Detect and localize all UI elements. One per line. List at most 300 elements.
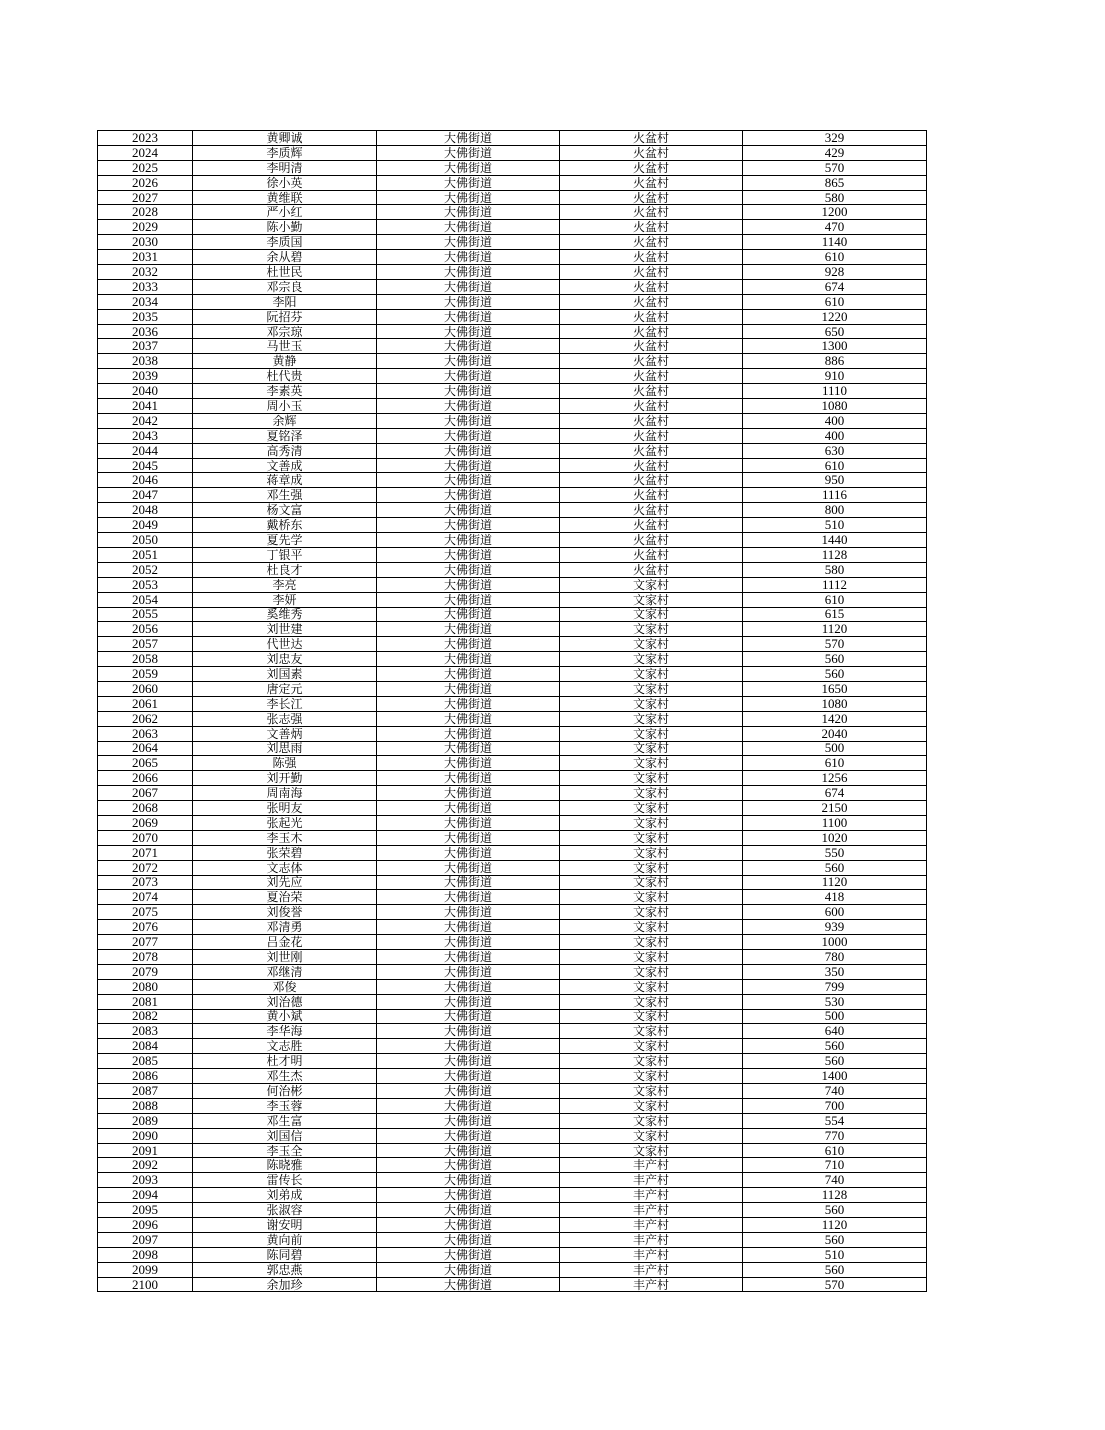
village-cell: 火盆村: [560, 205, 743, 220]
street-cell: 大佛街道: [377, 1128, 560, 1143]
name-cell: 刘弟成: [193, 1188, 377, 1203]
table-row: [98, 309, 927, 324]
amount-cell: 770: [743, 1128, 927, 1143]
amount-cell: 610: [743, 294, 927, 309]
serial-number-cell: 2045: [98, 458, 193, 473]
street-cell: 大佛街道: [377, 413, 560, 428]
village-cell: 火盆村: [560, 279, 743, 294]
street-cell: 大佛街道: [377, 935, 560, 950]
serial-number-cell: 2044: [98, 443, 193, 458]
name-cell: 黄小斌: [193, 1009, 377, 1024]
serial-number-cell: 2080: [98, 979, 193, 994]
serial-number-cell: 2026: [98, 175, 193, 190]
table-row: [98, 696, 927, 711]
street-cell: 大佛街道: [377, 488, 560, 503]
street-cell: 大佛街道: [377, 905, 560, 920]
serial-number-cell: 2085: [98, 1054, 193, 1069]
village-cell: 丰产村: [560, 1277, 743, 1292]
village-cell: 文家村: [560, 1128, 743, 1143]
name-cell: 马世玉: [193, 339, 377, 354]
amount-cell: 2040: [743, 726, 927, 741]
table-row: [98, 1084, 927, 1099]
name-cell: 刘世建: [193, 622, 377, 637]
name-cell: 陈晓雅: [193, 1158, 377, 1173]
amount-cell: 580: [743, 562, 927, 577]
serial-number-cell: 2059: [98, 667, 193, 682]
village-cell: 文家村: [560, 592, 743, 607]
amount-cell: 910: [743, 369, 927, 384]
serial-number-cell: 2063: [98, 726, 193, 741]
table-row: [98, 1247, 927, 1262]
name-cell: 余从碧: [193, 250, 377, 265]
name-cell: 刘国信: [193, 1128, 377, 1143]
village-cell: 文家村: [560, 667, 743, 682]
name-cell: 刘治德: [193, 994, 377, 1009]
table-row: [98, 1232, 927, 1247]
serial-number-cell: 2050: [98, 533, 193, 548]
serial-number-cell: 2096: [98, 1218, 193, 1233]
name-cell: 杜才明: [193, 1054, 377, 1069]
street-cell: 大佛街道: [377, 994, 560, 1009]
name-cell: 李玉全: [193, 1143, 377, 1158]
village-cell: 文家村: [560, 1039, 743, 1054]
table-row: [98, 875, 927, 890]
serial-number-cell: 2088: [98, 1098, 193, 1113]
street-cell: 大佛街道: [377, 1009, 560, 1024]
table-row: [98, 964, 927, 979]
village-cell: 文家村: [560, 1143, 743, 1158]
village-cell: 火盆村: [560, 339, 743, 354]
table-row: [98, 801, 927, 816]
serial-number-cell: 2060: [98, 681, 193, 696]
serial-number-cell: 2036: [98, 324, 193, 339]
amount-cell: 510: [743, 518, 927, 533]
serial-number-cell: 2071: [98, 845, 193, 860]
serial-number-cell: 2069: [98, 815, 193, 830]
table-row: [98, 681, 927, 696]
serial-number-cell: 2062: [98, 711, 193, 726]
village-cell: 文家村: [560, 756, 743, 771]
street-cell: 大佛街道: [377, 801, 560, 816]
table-body: [98, 131, 927, 1292]
street-cell: 大佛街道: [377, 756, 560, 771]
village-cell: 丰产村: [560, 1203, 743, 1218]
amount-cell: 560: [743, 1232, 927, 1247]
village-cell: 火盆村: [560, 503, 743, 518]
village-cell: 火盆村: [560, 369, 743, 384]
amount-cell: 1128: [743, 547, 927, 562]
name-cell: 徐小英: [193, 175, 377, 190]
serial-number-cell: 2095: [98, 1203, 193, 1218]
name-cell: 刘思雨: [193, 741, 377, 756]
street-cell: 大佛街道: [377, 592, 560, 607]
table-row: [98, 339, 927, 354]
amount-cell: 640: [743, 1024, 927, 1039]
table-row: [98, 1098, 927, 1113]
serial-number-cell: 2083: [98, 1024, 193, 1039]
street-cell: 大佛街道: [377, 160, 560, 175]
street-cell: 大佛街道: [377, 1113, 560, 1128]
serial-number-cell: 2064: [98, 741, 193, 756]
street-cell: 大佛街道: [377, 607, 560, 622]
street-cell: 大佛街道: [377, 562, 560, 577]
street-cell: 大佛街道: [377, 1158, 560, 1173]
amount-cell: 580: [743, 190, 927, 205]
village-cell: 火盆村: [560, 235, 743, 250]
village-cell: 丰产村: [560, 1173, 743, 1188]
table-row: [98, 979, 927, 994]
village-cell: 火盆村: [560, 354, 743, 369]
table-row: [98, 235, 927, 250]
serial-number-cell: 2079: [98, 964, 193, 979]
name-cell: 黄静: [193, 354, 377, 369]
table-row: [98, 1024, 927, 1039]
amount-cell: 1220: [743, 309, 927, 324]
street-cell: 大佛街道: [377, 949, 560, 964]
street-cell: 大佛街道: [377, 830, 560, 845]
amount-cell: 865: [743, 175, 927, 190]
amount-cell: 560: [743, 1054, 927, 1069]
amount-cell: 554: [743, 1113, 927, 1128]
table-row: [98, 1173, 927, 1188]
table-row: [98, 473, 927, 488]
name-cell: 唐定元: [193, 681, 377, 696]
table-row: [98, 1277, 927, 1292]
name-cell: 夏治荣: [193, 890, 377, 905]
street-cell: 大佛街道: [377, 428, 560, 443]
street-cell: 大佛街道: [377, 533, 560, 548]
village-cell: 火盆村: [560, 399, 743, 414]
street-cell: 大佛街道: [377, 309, 560, 324]
name-cell: 李阳: [193, 294, 377, 309]
amount-cell: 1100: [743, 815, 927, 830]
amount-cell: 560: [743, 652, 927, 667]
serial-number-cell: 2046: [98, 473, 193, 488]
amount-cell: 1650: [743, 681, 927, 696]
table-row: [98, 294, 927, 309]
amount-cell: 1200: [743, 205, 927, 220]
street-cell: 大佛街道: [377, 964, 560, 979]
street-cell: 大佛街道: [377, 815, 560, 830]
village-cell: 文家村: [560, 577, 743, 592]
amount-cell: 799: [743, 979, 927, 994]
village-cell: 火盆村: [560, 294, 743, 309]
name-cell: 李明清: [193, 160, 377, 175]
table-row: [98, 652, 927, 667]
name-cell: 何治彬: [193, 1084, 377, 1099]
name-cell: 谢安明: [193, 1218, 377, 1233]
village-cell: 文家村: [560, 994, 743, 1009]
amount-cell: 600: [743, 905, 927, 920]
amount-cell: 800: [743, 503, 927, 518]
amount-cell: 1112: [743, 577, 927, 592]
table-row: [98, 622, 927, 637]
table-row: [98, 428, 927, 443]
village-cell: 丰产村: [560, 1262, 743, 1277]
street-cell: 大佛街道: [377, 294, 560, 309]
street-cell: 大佛街道: [377, 845, 560, 860]
amount-cell: 1020: [743, 830, 927, 845]
serial-number-cell: 2024: [98, 145, 193, 160]
village-cell: 丰产村: [560, 1218, 743, 1233]
serial-number-cell: 2042: [98, 413, 193, 428]
serial-number-cell: 2030: [98, 235, 193, 250]
name-cell: 张明友: [193, 801, 377, 816]
serial-number-cell: 2037: [98, 339, 193, 354]
village-cell: 火盆村: [560, 265, 743, 280]
street-cell: 大佛街道: [377, 681, 560, 696]
name-cell: 代世达: [193, 637, 377, 652]
street-cell: 大佛街道: [377, 235, 560, 250]
name-cell: 李素英: [193, 384, 377, 399]
table-row: [98, 324, 927, 339]
street-cell: 大佛街道: [377, 369, 560, 384]
serial-number-cell: 2051: [98, 547, 193, 562]
street-cell: 大佛街道: [377, 339, 560, 354]
table-row: [98, 1218, 927, 1233]
amount-cell: 560: [743, 667, 927, 682]
street-cell: 大佛街道: [377, 726, 560, 741]
village-cell: 文家村: [560, 875, 743, 890]
serial-number-cell: 2087: [98, 1084, 193, 1099]
serial-number-cell: 2052: [98, 562, 193, 577]
name-cell: 张志强: [193, 711, 377, 726]
table-row: [98, 533, 927, 548]
village-cell: 文家村: [560, 830, 743, 845]
serial-number-cell: 2075: [98, 905, 193, 920]
street-cell: 大佛街道: [377, 279, 560, 294]
amount-cell: 500: [743, 741, 927, 756]
name-cell: 吕金花: [193, 935, 377, 950]
amount-cell: 329: [743, 131, 927, 146]
table-row: [98, 756, 927, 771]
table-row: [98, 845, 927, 860]
serial-number-cell: 2053: [98, 577, 193, 592]
village-cell: 火盆村: [560, 324, 743, 339]
serial-number-cell: 2082: [98, 1009, 193, 1024]
street-cell: 大佛街道: [377, 786, 560, 801]
amount-cell: 1300: [743, 339, 927, 354]
name-cell: 严小红: [193, 205, 377, 220]
serial-number-cell: 2076: [98, 920, 193, 935]
amount-cell: 615: [743, 607, 927, 622]
village-cell: 文家村: [560, 726, 743, 741]
table-row: [98, 1188, 927, 1203]
village-cell: 文家村: [560, 860, 743, 875]
amount-cell: 1420: [743, 711, 927, 726]
serial-number-cell: 2054: [98, 592, 193, 607]
table-row: [98, 265, 927, 280]
street-cell: 大佛街道: [377, 890, 560, 905]
village-cell: 丰产村: [560, 1247, 743, 1262]
serial-number-cell: 2032: [98, 265, 193, 280]
village-cell: 火盆村: [560, 160, 743, 175]
street-cell: 大佛街道: [377, 220, 560, 235]
table-row: [98, 175, 927, 190]
village-cell: 火盆村: [560, 309, 743, 324]
table-row: [98, 592, 927, 607]
village-cell: 火盆村: [560, 428, 743, 443]
street-cell: 大佛街道: [377, 875, 560, 890]
village-cell: 火盆村: [560, 145, 743, 160]
street-cell: 大佛街道: [377, 354, 560, 369]
name-cell: 杜代贵: [193, 369, 377, 384]
name-cell: 丁银平: [193, 547, 377, 562]
village-cell: 火盆村: [560, 413, 743, 428]
amount-cell: 1116: [743, 488, 927, 503]
serial-number-cell: 2098: [98, 1247, 193, 1262]
street-cell: 大佛街道: [377, 145, 560, 160]
name-cell: 陈同碧: [193, 1247, 377, 1262]
name-cell: 蒋章成: [193, 473, 377, 488]
name-cell: 杨文富: [193, 503, 377, 518]
name-cell: 张淑容: [193, 1203, 377, 1218]
village-cell: 火盆村: [560, 175, 743, 190]
name-cell: 周南海: [193, 786, 377, 801]
name-cell: 雷传长: [193, 1173, 377, 1188]
serial-number-cell: 2029: [98, 220, 193, 235]
name-cell: 郭忠燕: [193, 1262, 377, 1277]
serial-number-cell: 2089: [98, 1113, 193, 1128]
table-row: [98, 443, 927, 458]
village-cell: 丰产村: [560, 1158, 743, 1173]
name-cell: 李华海: [193, 1024, 377, 1039]
table-row: [98, 384, 927, 399]
amount-cell: 2150: [743, 801, 927, 816]
name-cell: 文善炳: [193, 726, 377, 741]
table-row: [98, 1128, 927, 1143]
street-cell: 大佛街道: [377, 1039, 560, 1054]
serial-number-cell: 2065: [98, 756, 193, 771]
street-cell: 大佛街道: [377, 175, 560, 190]
street-cell: 大佛街道: [377, 1054, 560, 1069]
name-cell: 奚维秀: [193, 607, 377, 622]
serial-number-cell: 2070: [98, 830, 193, 845]
table-row: [98, 547, 927, 562]
village-cell: 文家村: [560, 771, 743, 786]
amount-cell: 710: [743, 1158, 927, 1173]
serial-number-cell: 2061: [98, 696, 193, 711]
name-cell: 周小玉: [193, 399, 377, 414]
table-row: [98, 1039, 927, 1054]
street-cell: 大佛街道: [377, 1098, 560, 1113]
data-table: [97, 130, 927, 1292]
amount-cell: 610: [743, 756, 927, 771]
name-cell: 邓宗琼: [193, 324, 377, 339]
table-row: [98, 399, 927, 414]
street-cell: 大佛街道: [377, 1203, 560, 1218]
serial-number-cell: 2077: [98, 935, 193, 950]
amount-cell: 500: [743, 1009, 927, 1024]
name-cell: 邓清勇: [193, 920, 377, 935]
village-cell: 文家村: [560, 741, 743, 756]
amount-cell: 1128: [743, 1188, 927, 1203]
village-cell: 火盆村: [560, 220, 743, 235]
amount-cell: 610: [743, 592, 927, 607]
village-cell: 火盆村: [560, 190, 743, 205]
serial-number-cell: 2033: [98, 279, 193, 294]
amount-cell: 610: [743, 458, 927, 473]
amount-cell: 418: [743, 890, 927, 905]
serial-number-cell: 2028: [98, 205, 193, 220]
serial-number-cell: 2043: [98, 428, 193, 443]
amount-cell: 630: [743, 443, 927, 458]
serial-number-cell: 2041: [98, 399, 193, 414]
amount-cell: 674: [743, 279, 927, 294]
serial-number-cell: 2055: [98, 607, 193, 622]
name-cell: 戴桥东: [193, 518, 377, 533]
amount-cell: 1080: [743, 399, 927, 414]
amount-cell: 560: [743, 1039, 927, 1054]
street-cell: 大佛街道: [377, 696, 560, 711]
name-cell: 刘世刚: [193, 949, 377, 964]
table-row: [98, 488, 927, 503]
name-cell: 邓生富: [193, 1113, 377, 1128]
village-cell: 文家村: [560, 815, 743, 830]
amount-cell: 550: [743, 845, 927, 860]
village-cell: 火盆村: [560, 547, 743, 562]
street-cell: 大佛街道: [377, 637, 560, 652]
amount-cell: 610: [743, 250, 927, 265]
street-cell: 大佛街道: [377, 1218, 560, 1233]
amount-cell: 1120: [743, 875, 927, 890]
table-row: [98, 518, 927, 533]
serial-number-cell: 2093: [98, 1173, 193, 1188]
village-cell: 火盆村: [560, 384, 743, 399]
serial-number-cell: 2049: [98, 518, 193, 533]
village-cell: 丰产村: [560, 1232, 743, 1247]
name-cell: 邓俊: [193, 979, 377, 994]
name-cell: 夏先学: [193, 533, 377, 548]
street-cell: 大佛街道: [377, 741, 560, 756]
name-cell: 李妍: [193, 592, 377, 607]
street-cell: 大佛街道: [377, 711, 560, 726]
amount-cell: 950: [743, 473, 927, 488]
name-cell: 李亮: [193, 577, 377, 592]
village-cell: 文家村: [560, 1069, 743, 1084]
table-row: [98, 994, 927, 1009]
serial-number-cell: 2035: [98, 309, 193, 324]
table-row: [98, 771, 927, 786]
amount-cell: 570: [743, 160, 927, 175]
table-row: [98, 1113, 927, 1128]
serial-number-cell: 2058: [98, 652, 193, 667]
village-cell: 火盆村: [560, 131, 743, 146]
table-row: [98, 830, 927, 845]
serial-number-cell: 2094: [98, 1188, 193, 1203]
name-cell: 刘俊誉: [193, 905, 377, 920]
serial-number-cell: 2081: [98, 994, 193, 1009]
serial-number-cell: 2072: [98, 860, 193, 875]
amount-cell: 570: [743, 1277, 927, 1292]
table-row: [98, 949, 927, 964]
serial-number-cell: 2073: [98, 875, 193, 890]
name-cell: 李玉蓉: [193, 1098, 377, 1113]
serial-number-cell: 2025: [98, 160, 193, 175]
serial-number-cell: 2092: [98, 1158, 193, 1173]
table-row: [98, 1009, 927, 1024]
name-cell: 刘忠友: [193, 652, 377, 667]
name-cell: 文志胜: [193, 1039, 377, 1054]
name-cell: 李长江: [193, 696, 377, 711]
village-cell: 文家村: [560, 696, 743, 711]
amount-cell: 1440: [743, 533, 927, 548]
amount-cell: 1080: [743, 696, 927, 711]
village-cell: 文家村: [560, 622, 743, 637]
village-cell: 火盆村: [560, 518, 743, 533]
amount-cell: 1140: [743, 235, 927, 250]
village-cell: 丰产村: [560, 1188, 743, 1203]
